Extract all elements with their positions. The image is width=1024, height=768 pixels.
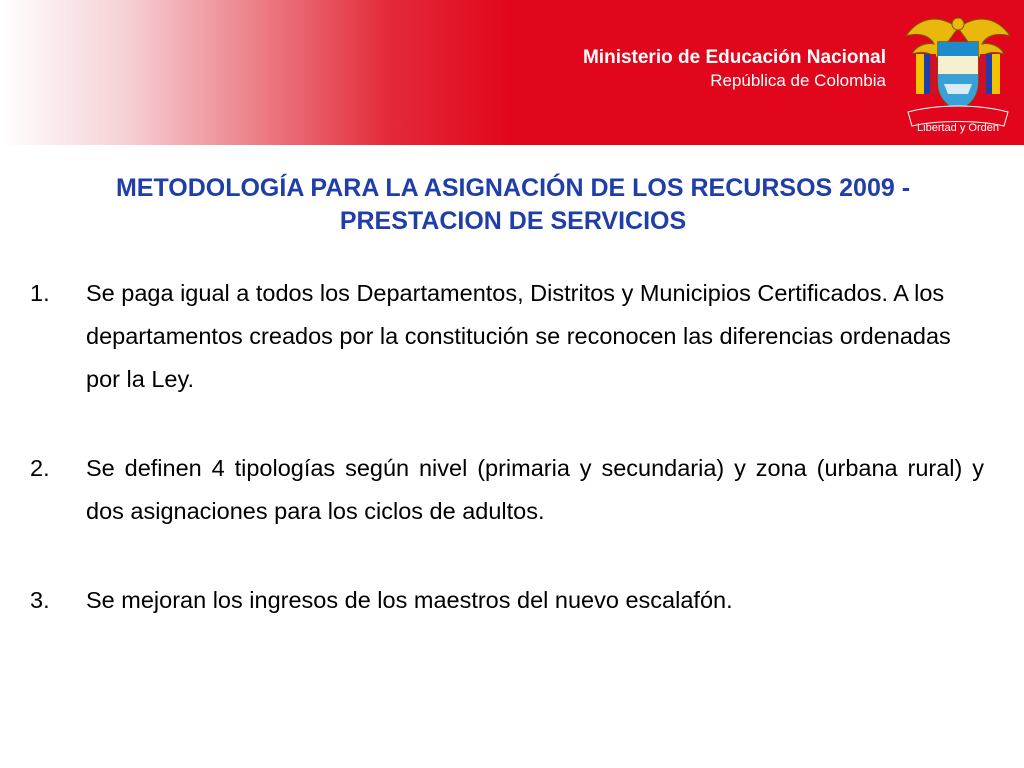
list-item-text: Se definen 4 tipologías según nivel (primaria y secundaria) y zona (urbana rural) y dos asignaciones para los ciclos de adultos. — [86, 455, 984, 524]
list-item — [30, 272, 984, 401]
emblem-motto: Libertad y Orden — [917, 122, 999, 134]
ministry-header — [583, 46, 886, 92]
coat-of-arms-icon — [898, 8, 1018, 138]
list-item — [30, 579, 984, 622]
list-item-number: 3. — [30, 587, 50, 613]
list-item-text: Se paga igual a todos los Departamentos, Distritos y Municipios Certificados. A los departamentos creados por la constitución se reconocen las diferencias ordenadas por la Ley. — [86, 280, 951, 392]
slide-title-line2: PRESTACION DE SERVICIOS — [339, 207, 687, 235]
ministry-name: Ministerio de Educación Nacional — [582, 47, 886, 68]
list-item-number: 2. — [30, 455, 50, 481]
list-item-number: 1. — [30, 280, 50, 306]
slide-title-line1: METODOLOGÍA PARA LA ASIGNACIÓN DE LOS RECURSOS 2009 - — [115, 174, 911, 202]
numbered-list — [30, 272, 984, 622]
list-item — [30, 447, 984, 533]
country-name: República de Colombia — [710, 71, 886, 90]
slide-title — [40, 172, 986, 238]
list-item-text: Se mejoran los ingresos de los maestros del nuevo escalafón. — [86, 587, 733, 613]
